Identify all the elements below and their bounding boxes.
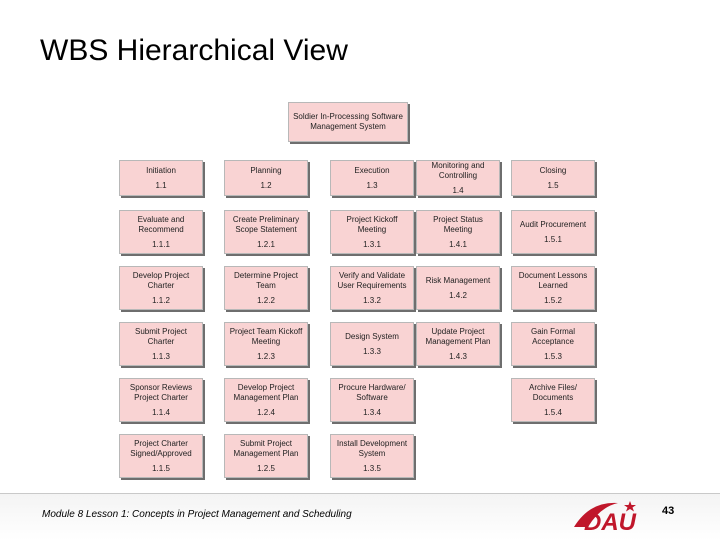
task-box-1-1 xyxy=(119,210,203,254)
task-box-3-3-label: Design System xyxy=(345,331,399,341)
task-box-5-3-label: Gain Formal Acceptance xyxy=(530,326,575,346)
task-box-4-3 xyxy=(416,322,500,366)
task-box-1-3 xyxy=(119,322,203,366)
task-box-2-3-number: 1.2.3 xyxy=(257,351,275,361)
phase-box-3-number: 1.3 xyxy=(366,180,378,190)
task-box-4-1 xyxy=(416,210,500,254)
dau-logo xyxy=(570,497,650,535)
phase-box-2-number: 1.2 xyxy=(260,180,272,190)
task-box-3-4-label: Procure Hardware/ Software xyxy=(338,382,406,402)
task-box-1-4-number: 1.1.4 xyxy=(152,407,170,417)
task-box-3-1 xyxy=(330,210,414,254)
task-box-3-4-number: 1.3.4 xyxy=(363,407,381,417)
task-box-3-1-number: 1.3.1 xyxy=(363,239,381,249)
task-box-1-2-label: Develop Project Charter xyxy=(132,270,190,290)
task-box-5-3 xyxy=(511,322,595,366)
task-box-1-1-label: Evaluate and Recommend xyxy=(137,214,185,234)
task-box-4-3-label: Update Project Management Plan xyxy=(425,326,491,346)
phase-box-5 xyxy=(511,160,595,196)
task-box-1-2 xyxy=(119,266,203,310)
task-box-5-1-label: Audit Procurement xyxy=(519,219,587,229)
task-box-3-2 xyxy=(330,266,414,310)
phase-box-4-label: Monitoring and Controlling xyxy=(431,160,485,180)
task-box-2-4-number: 1.2.4 xyxy=(257,407,275,417)
task-box-4-1-label: Project Status Meeting xyxy=(433,214,483,234)
task-box-5-1-number: 1.5.1 xyxy=(544,234,562,244)
phase-box-5-label: Closing xyxy=(539,165,567,175)
task-box-1-3-label: Submit Project Charter xyxy=(134,326,188,346)
phase-box-4 xyxy=(416,160,500,196)
task-box-2-5-number: 1.2.5 xyxy=(257,463,275,473)
task-box-5-3-number: 1.5.3 xyxy=(544,351,562,361)
phase-box-1 xyxy=(119,160,203,196)
task-box-2-2-number: 1.2.2 xyxy=(257,295,275,305)
slide-title: WBS Hierarchical View xyxy=(40,34,348,67)
task-box-4-2 xyxy=(416,266,500,310)
task-box-1-5 xyxy=(119,434,203,478)
task-box-2-4-label: Develop Project Management Plan xyxy=(233,382,299,402)
page-number: 43 xyxy=(662,505,675,517)
phase-box-2-label: Planning xyxy=(250,165,282,175)
task-box-1-1-number: 1.1.1 xyxy=(152,239,170,249)
task-box-2-1-number: 1.2.1 xyxy=(257,239,275,249)
task-box-3-3 xyxy=(330,322,414,366)
task-box-3-5-number: 1.3.5 xyxy=(363,463,381,473)
task-box-5-4-number: 1.5.4 xyxy=(544,407,562,417)
task-box-5-4 xyxy=(511,378,595,422)
task-box-5-1 xyxy=(511,210,595,254)
logo-text: DAU xyxy=(584,509,636,535)
task-box-2-1 xyxy=(224,210,308,254)
phase-box-5-number: 1.5 xyxy=(547,180,559,190)
task-box-3-1-label: Project Kickoff Meeting xyxy=(346,214,398,234)
task-box-3-3-number: 1.3.3 xyxy=(363,346,381,356)
task-box-1-5-number: 1.1.5 xyxy=(152,463,170,473)
phase-box-4-number: 1.4 xyxy=(452,185,464,195)
wbs-root-box-label: Soldier In-Processing Software Management System xyxy=(293,112,403,131)
phase-box-3-label: Execution xyxy=(354,165,390,175)
wbs-root-box xyxy=(288,102,408,142)
task-box-3-4 xyxy=(330,378,414,422)
task-box-4-3-number: 1.4.3 xyxy=(449,351,467,361)
task-box-3-2-number: 1.3.2 xyxy=(363,295,381,305)
task-box-2-4 xyxy=(224,378,308,422)
task-box-2-2 xyxy=(224,266,308,310)
task-box-4-2-number: 1.4.2 xyxy=(449,290,467,300)
task-box-4-1-number: 1.4.1 xyxy=(449,239,467,249)
task-box-3-2-label: Verify and Validate User Requirements xyxy=(337,270,407,290)
footer-text: Module 8 Lesson 1: Concepts in Project Management and Scheduling xyxy=(42,509,352,520)
task-box-5-2 xyxy=(511,266,595,310)
phase-box-3 xyxy=(330,160,414,196)
task-box-5-4-label: Archive Files/ Documents xyxy=(528,382,577,402)
phase-box-2 xyxy=(224,160,308,196)
task-box-2-5 xyxy=(224,434,308,478)
task-box-4-2-label: Risk Management xyxy=(425,275,491,285)
task-box-1-2-number: 1.1.2 xyxy=(152,295,170,305)
phase-box-1-label: Initiation xyxy=(146,165,176,175)
task-box-5-2-label: Document Lessons Learned xyxy=(518,270,588,290)
task-box-2-5-label: Submit Project Management Plan xyxy=(233,438,299,458)
task-box-2-3 xyxy=(224,322,308,366)
task-box-3-5-label: Install Development System xyxy=(336,438,408,458)
task-box-2-1-label: Create Preliminary Scope Statement xyxy=(232,214,300,234)
task-box-5-2-number: 1.5.2 xyxy=(544,295,562,305)
phase-box-1-number: 1.1 xyxy=(155,180,167,190)
task-box-2-3-label: Project Team Kickoff Meeting xyxy=(229,326,303,346)
task-box-2-2-label: Determine Project Team xyxy=(233,270,299,290)
task-box-1-4-label: Sponsor Reviews Project Charter xyxy=(129,382,193,402)
task-box-1-5-label: Project Charter Signed/Approved xyxy=(130,438,192,458)
task-box-1-4 xyxy=(119,378,203,422)
task-box-1-3-number: 1.1.3 xyxy=(152,351,170,361)
task-box-3-5 xyxy=(330,434,414,478)
